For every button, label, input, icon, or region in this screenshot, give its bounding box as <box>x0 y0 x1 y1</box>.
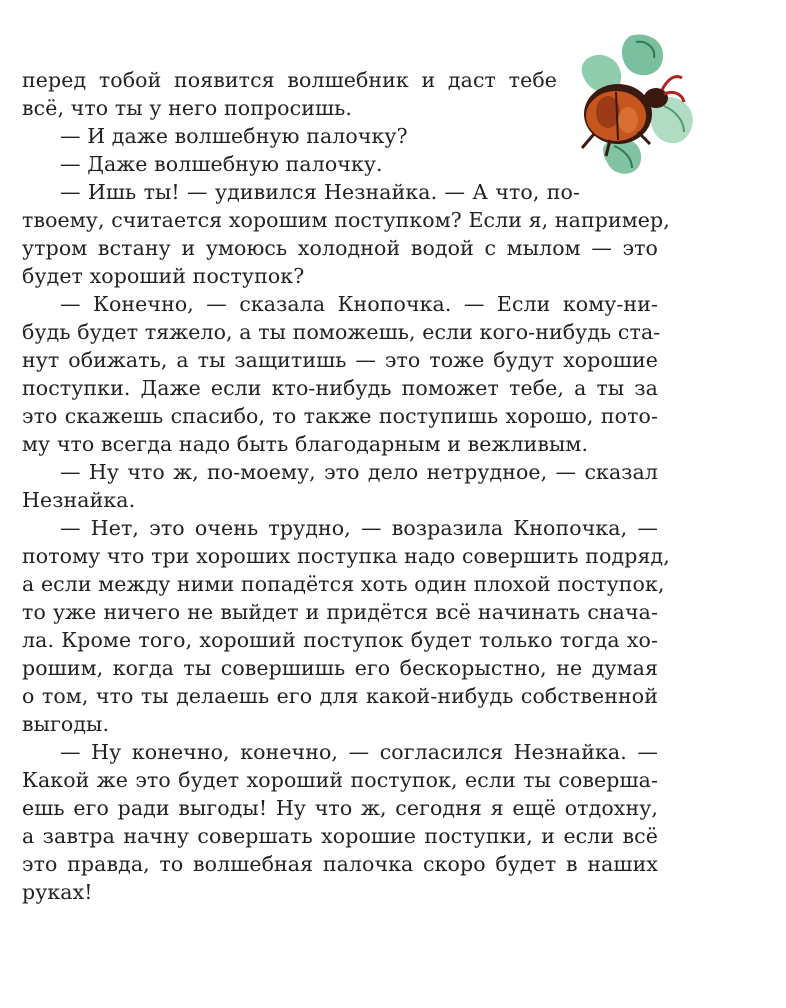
text-line: твоему, считается хорошим поступком? Если я, например, <box>22 208 670 232</box>
text-line: а завтра начну совершать хорошие поступки, и если всё <box>22 824 658 848</box>
text-line: выгоды. <box>22 712 110 736</box>
text-line: Незнайка. <box>22 488 136 512</box>
text-line: это скажешь спасибо, то также поступишь хорошо, пото- <box>22 404 658 428</box>
text-line: — Ну что ж, по-моему, это дело нетрудное, — сказал <box>60 460 658 484</box>
beetle-illustration <box>570 28 702 178</box>
text-line: руках! <box>22 880 93 904</box>
text-line: потому что три хороших поступка надо совершить подряд, <box>22 544 670 568</box>
text-line: поступки. Даже если кто-нибудь поможет тебе, а ты за <box>22 376 658 400</box>
text-line: ешь его ради выгоды! Ну что ж, сегодня я ещё отдохну, <box>22 796 658 820</box>
text-line: о том, что ты делаешь его для какой-нибудь собственной <box>22 684 658 708</box>
text-line: это правда, то волшебная палочка скоро будет в наших <box>22 852 658 876</box>
text-line: — Даже волшебную палочку. <box>60 152 383 176</box>
text-line: — Конечно, — сказала Кнопочка. — Если кому-ни- <box>60 292 658 316</box>
text-line: ла. Кроме того, хороший поступок будет только тогда хо- <box>22 628 658 652</box>
text-line: будет хороший поступок? <box>22 264 305 288</box>
text-line: Какой же это будет хороший поступок, если ты соверша- <box>22 768 658 792</box>
text-line: — И даже волшебную палочку? <box>60 124 408 148</box>
text-line: утром встану и умоюсь холодной водой с мылом — это <box>22 236 658 260</box>
text-line: всё, что ты у него попросишь. <box>22 96 352 120</box>
text-line: — Нет, это очень трудно, — возразила Кнопочка, — <box>60 516 658 540</box>
text-line: будь будет тяжело, а ты поможешь, если кого-нибудь ста- <box>22 320 661 344</box>
text-line: рошим, когда ты совершишь его бескорыстно, не думая <box>22 656 658 680</box>
text-line: перед тобой появится волшебник и даст тебе <box>22 68 557 92</box>
text-line: нут обижать, а ты защитишь — это тоже будут хорошие <box>22 348 658 372</box>
text-line: — Ишь ты! — удивился Незнайка. — А что, по- <box>60 180 580 204</box>
text-line: то уже ничего не выйдет и придётся всё начинать снача- <box>22 600 658 624</box>
text-line: а если между ними попадётся хоть один плохой поступок, <box>22 572 665 596</box>
text-line: — Ну конечно, конечно, — согласился Незнайка. — <box>60 740 658 764</box>
text-line: му что всегда надо быть благодарным и вежливым. <box>22 432 589 456</box>
